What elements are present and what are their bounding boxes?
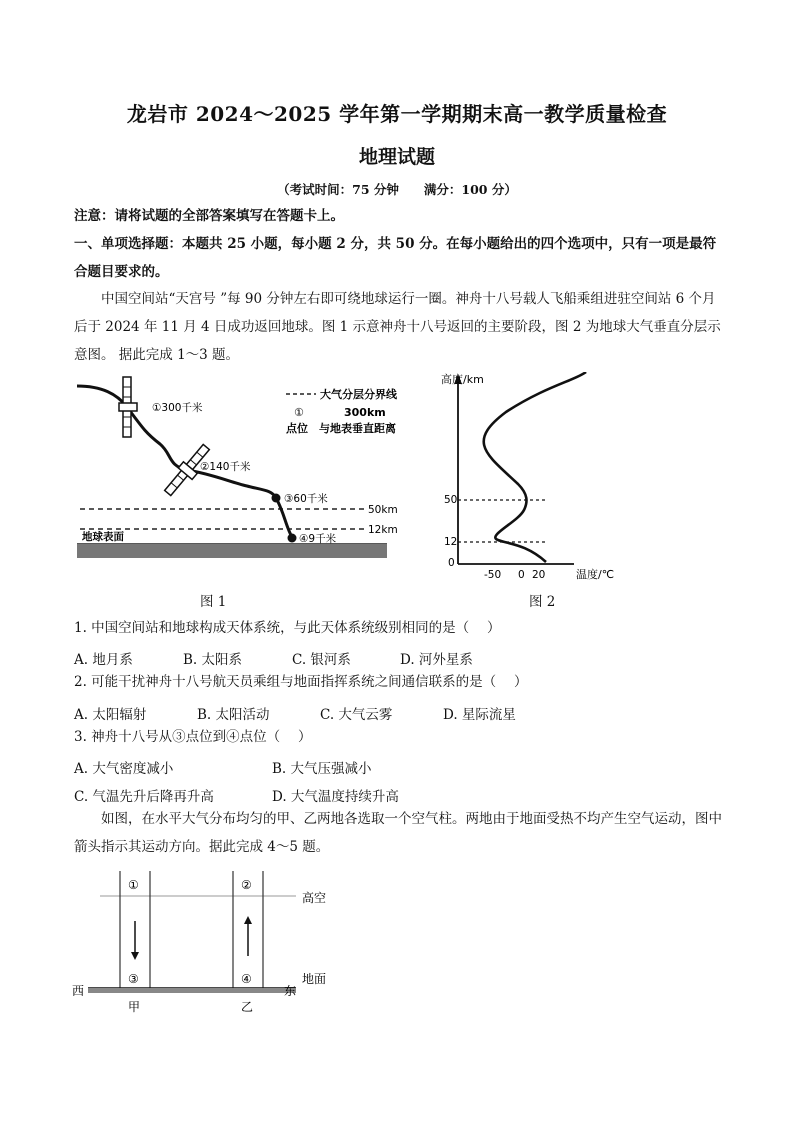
point-3-marker — [272, 494, 281, 503]
notice: 注意：请将试题的全部答案填写在答题卡上。 — [74, 208, 344, 224]
figure-1-caption: 图 1 — [200, 594, 227, 610]
figure-2-diagram — [436, 372, 636, 584]
question-2-stem: 2. 可能干扰神舟十八号航天员乘组与地面指挥系统之间通信联系的是（ ） — [74, 674, 528, 690]
label-2: ② — [241, 878, 252, 892]
q1-option-b: B. 太阳系 — [183, 652, 243, 668]
point-4-label: ④9千米 — [299, 533, 337, 545]
exam-title: 龙岩市 2024～2025 学年第一学期期末高一教学质量检查 — [126, 102, 668, 126]
q2-option-b: B. 太阳活动 — [197, 707, 270, 723]
spacecraft-1-icon — [119, 377, 137, 437]
boundary-50-label: 50km — [368, 504, 398, 516]
legend-point-symbol: ① — [294, 406, 304, 419]
figure-1-diagram — [72, 372, 417, 584]
legend-point-value: 300km — [344, 406, 386, 419]
figure-3-diagram — [70, 866, 360, 1018]
ground-label: 地面 — [302, 972, 327, 986]
high-label: 高空 — [302, 891, 327, 905]
x-tick-minus-50: -50 — [484, 569, 502, 581]
q3-option-b: B. 大气压强减小 — [272, 761, 372, 777]
subject-title: 地理试题 — [358, 146, 435, 168]
y-axis-label: 高度/km — [441, 373, 484, 386]
exam-info: （考试时间：75 分钟 满分：100 分） — [277, 182, 517, 197]
figure-2-caption: 图 2 — [529, 594, 556, 610]
temperature-curve — [484, 372, 586, 562]
question-3-stem: 3. 神舟十八号从③点位到④点位（ ） — [74, 729, 312, 745]
point-3-label: ③60千米 — [284, 493, 328, 505]
q1-option-a: A. 地月系 — [74, 652, 133, 668]
down-arrow-icon — [131, 921, 139, 960]
q2-option-a: A. 太阳辐射 — [74, 707, 147, 723]
x-tick-20: 20 — [532, 569, 546, 581]
east-label: 东 — [284, 984, 297, 998]
point-2-label: ②140千米 — [200, 461, 251, 473]
y-tick-50: 50 — [444, 494, 458, 506]
boundary-12-label: 12km — [368, 524, 398, 536]
q3-option-d: D. 大气温度持续升高 — [272, 789, 399, 805]
passage-2: 如图，在水平大气分布均匀的甲、乙两地各选取一个空气柱。两地由于地面受热不均产生空气运动，图中 箭头指示其运动方向。据此完成 4～5 题。 — [74, 811, 722, 855]
label-4: ④ — [241, 972, 252, 986]
label-1: ① — [128, 878, 139, 892]
y-tick-12: 12 — [444, 536, 458, 548]
q2-option-c: C. 大气云雾 — [320, 707, 393, 723]
place-a-label: 甲 — [128, 1000, 141, 1014]
west-label: 西 — [72, 984, 85, 998]
q3-option-a: A. 大气密度减小 — [74, 761, 174, 777]
x-axis-label: 温度/℃ — [576, 568, 615, 581]
question-1-stem: 1. 中国空间站和地球构成天体系统，与此天体系统级别相同的是（ ） — [74, 620, 501, 636]
q3-option-c: C. 气温先升后降再升高 — [74, 789, 214, 805]
place-b-label: 乙 — [241, 1000, 254, 1014]
surface-label: 地球表面 — [82, 531, 124, 543]
passage-1: 中国空间站“天宫号 ”每 90 分钟左右即可绕地球运行一圈。神舟十八号载人飞船乘组进驻空间站 6 个月 后于 2024 年 11 月 4 日成功返回地球。图 1 示意神舟十八号返回的主要阶段，图 2 为地球大气垂直分层示意图。 据此完成 1～3 题。 — [74, 291, 721, 363]
ground-hatch — [77, 544, 387, 558]
label-3: ③ — [128, 972, 139, 986]
up-arrow-icon — [244, 916, 252, 956]
legend-line-label: 大气分层分界线 — [320, 388, 397, 401]
section-heading: 一、单项选择题：本题共 25 小题，每小题 2 分，共 50 分。在每小题给出的四个选项中，只有一项是最符合题目要求的。 — [74, 236, 717, 280]
y-tick-0: 0 — [448, 557, 455, 569]
ground-hatch-2 — [88, 988, 296, 993]
point-1-label: ①300千米 — [152, 402, 203, 414]
q2-option-d: D. 星际流星 — [443, 707, 516, 723]
legend-distance-label: 与地表垂直距离 — [319, 422, 396, 435]
legend-point-label: 点位 — [286, 422, 308, 435]
q1-option-c: C. 银河系 — [292, 652, 351, 668]
x-tick-0: 0 — [518, 569, 525, 581]
point-4-marker — [288, 534, 297, 543]
q1-option-d: D. 河外星系 — [400, 652, 473, 668]
